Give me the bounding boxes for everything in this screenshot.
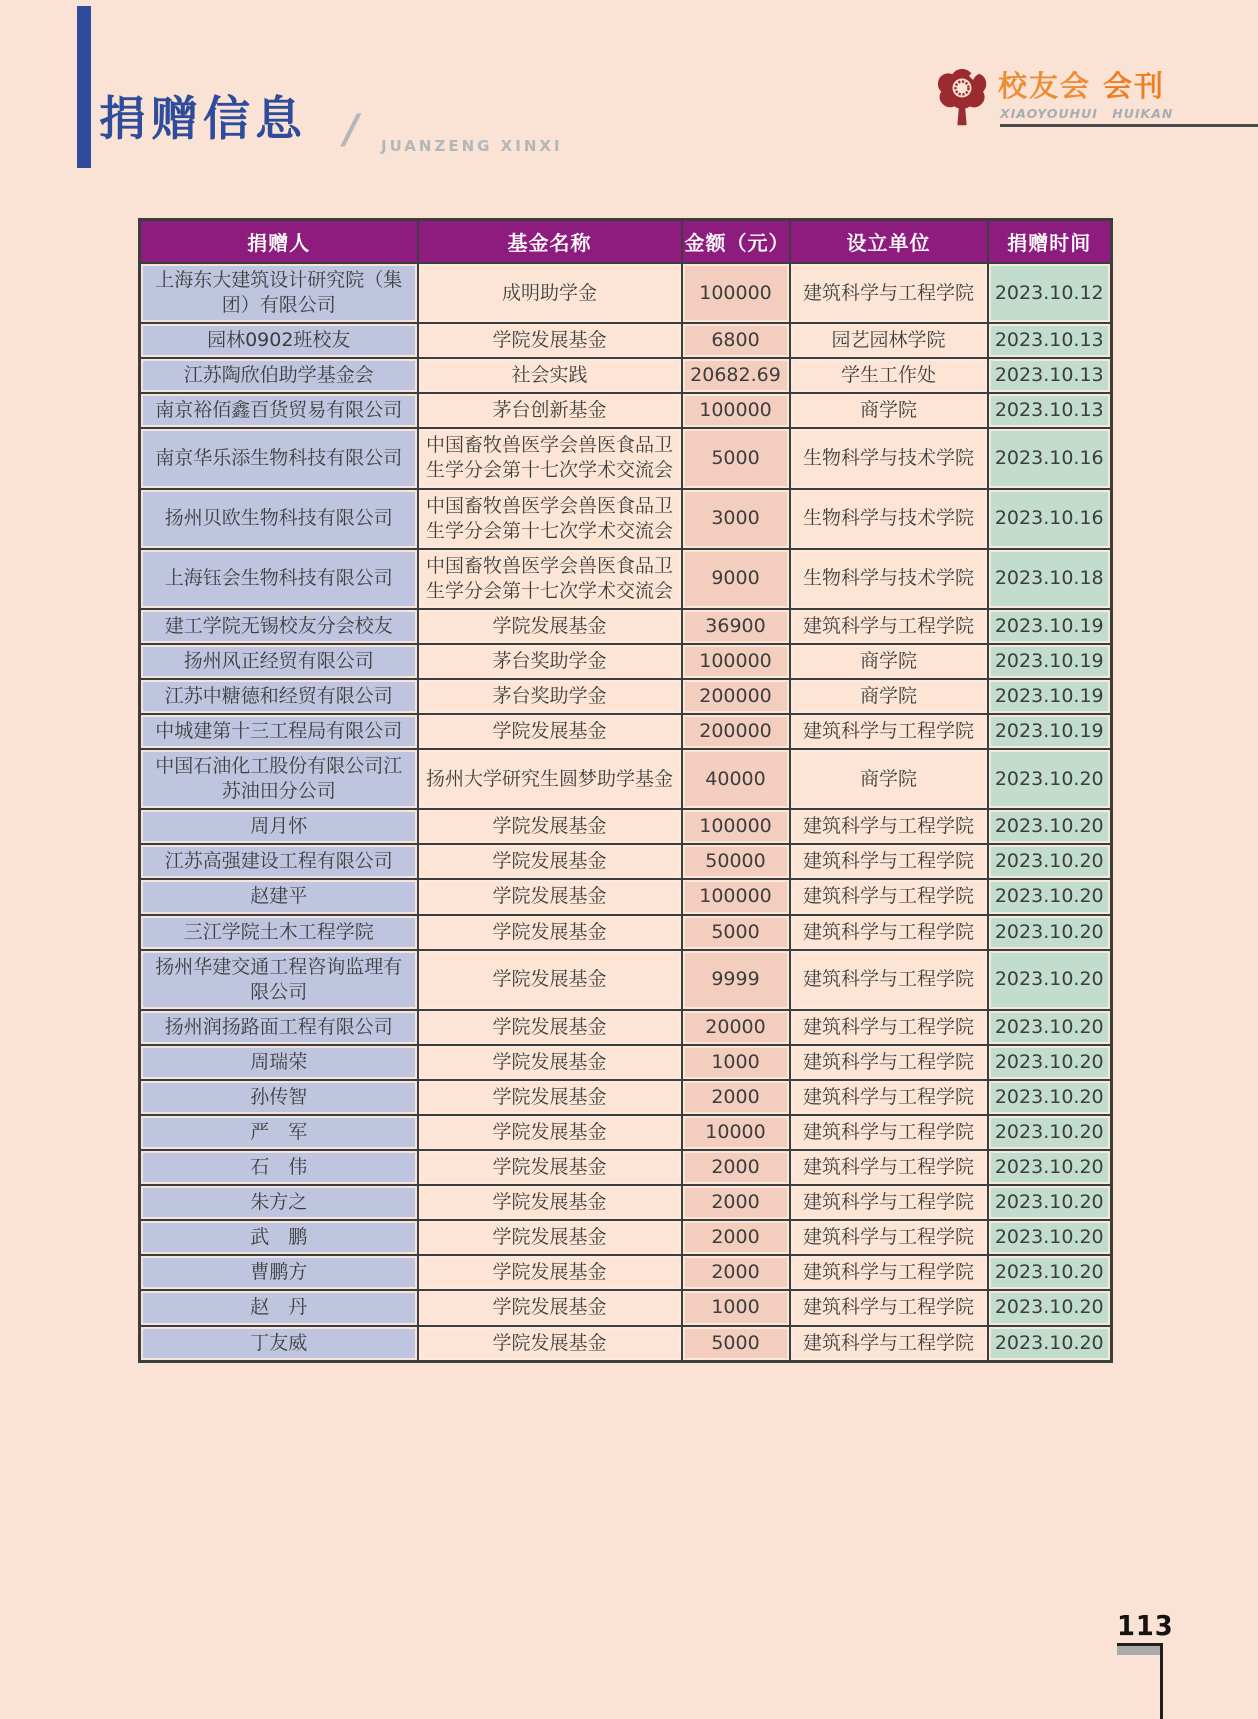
cell-fund: 茅台奖助学金 xyxy=(418,679,682,714)
cell-amount: 100000 xyxy=(682,393,790,428)
cell-amount: 2000 xyxy=(682,1185,790,1220)
cell-donor: 上海钰会生物科技有限公司 xyxy=(140,549,418,609)
table-row xyxy=(140,323,1112,358)
cell-unit: 建筑科学与工程学院 xyxy=(790,1326,988,1362)
cell-amount: 3000 xyxy=(682,489,790,549)
cell-fund: 学院发展基金 xyxy=(418,915,682,950)
cell-unit: 生物科学与技术学院 xyxy=(790,489,988,549)
cell-date: 2023.10.13 xyxy=(988,323,1112,358)
cell-unit: 建筑科学与工程学院 xyxy=(790,950,988,1010)
cell-fund: 学院发展基金 xyxy=(418,1326,682,1362)
cell-date: 2023.10.20 xyxy=(988,844,1112,879)
cell-fund: 学院发展基金 xyxy=(418,809,682,844)
cell-fund: 扬州大学研究生圆梦助学基金 xyxy=(418,749,682,809)
cell-unit: 建筑科学与工程学院 xyxy=(790,1255,988,1290)
table-row xyxy=(140,1185,1112,1220)
donation-table-body xyxy=(140,263,1112,1361)
table-row xyxy=(140,844,1112,879)
table-row xyxy=(140,950,1112,1010)
cell-unit: 建筑科学与工程学院 xyxy=(790,1115,988,1150)
cell-donor: 周月怀 xyxy=(140,809,418,844)
table-row xyxy=(140,1115,1112,1150)
cell-date: 2023.10.16 xyxy=(988,428,1112,488)
table-row xyxy=(140,428,1112,488)
cell-date: 2023.10.20 xyxy=(988,1185,1112,1220)
cell-donor: 中城建第十三工程局有限公司 xyxy=(140,714,418,749)
cell-fund: 学院发展基金 xyxy=(418,950,682,1010)
cell-fund: 学院发展基金 xyxy=(418,1045,682,1080)
cell-unit: 建筑科学与工程学院 xyxy=(790,714,988,749)
cell-amount: 36900 xyxy=(682,609,790,644)
cell-amount: 10000 xyxy=(682,1115,790,1150)
cell-donor: 赵 丹 xyxy=(140,1290,418,1325)
title-accent-bar xyxy=(77,6,91,168)
cell-fund: 学院发展基金 xyxy=(418,1185,682,1220)
table-row xyxy=(140,393,1112,428)
cell-amount: 100000 xyxy=(682,809,790,844)
cell-date: 2023.10.20 xyxy=(988,809,1112,844)
cell-amount: 100000 xyxy=(682,644,790,679)
cell-amount: 5000 xyxy=(682,428,790,488)
cell-date: 2023.10.13 xyxy=(988,393,1112,428)
cell-unit: 生物科学与技术学院 xyxy=(790,549,988,609)
cell-amount: 200000 xyxy=(682,679,790,714)
cell-donor: 园林0902班校友 xyxy=(140,323,418,358)
cell-donor: 扬州风正经贸有限公司 xyxy=(140,644,418,679)
cell-donor: 赵建平 xyxy=(140,879,418,914)
cell-amount: 2000 xyxy=(682,1220,790,1255)
cell-amount: 1000 xyxy=(682,1290,790,1325)
table-row xyxy=(140,549,1112,609)
alumni-emblem-icon xyxy=(936,68,988,126)
cell-amount: 20000 xyxy=(682,1010,790,1045)
cell-unit: 建筑科学与工程学院 xyxy=(790,1185,988,1220)
cell-donor: 丁友威 xyxy=(140,1326,418,1362)
table-row xyxy=(140,1255,1112,1290)
cell-date: 2023.10.20 xyxy=(988,1326,1112,1362)
header-amount: 金额（元） xyxy=(682,220,790,264)
cell-donor: 扬州华建交通工程咨询监理有限公司 xyxy=(140,950,418,1010)
cell-date: 2023.10.13 xyxy=(988,358,1112,393)
cell-fund: 学院发展基金 xyxy=(418,1255,682,1290)
cell-unit: 商学院 xyxy=(790,679,988,714)
table-row xyxy=(140,1045,1112,1080)
cell-fund: 学院发展基金 xyxy=(418,1010,682,1045)
cell-date: 2023.10.20 xyxy=(988,1115,1112,1150)
cell-unit: 建筑科学与工程学院 xyxy=(790,263,988,323)
table-row xyxy=(140,714,1112,749)
cell-date: 2023.10.20 xyxy=(988,1080,1112,1115)
cell-amount: 9000 xyxy=(682,549,790,609)
cell-date: 2023.10.20 xyxy=(988,1255,1112,1290)
table-row xyxy=(140,679,1112,714)
title-separator: / xyxy=(344,107,359,153)
cell-date: 2023.10.18 xyxy=(988,549,1112,609)
cell-amount: 9999 xyxy=(682,950,790,1010)
cell-donor: 武 鹏 xyxy=(140,1220,418,1255)
cell-fund: 学院发展基金 xyxy=(418,714,682,749)
table-row xyxy=(140,1290,1112,1325)
cell-amount: 2000 xyxy=(682,1080,790,1115)
cell-donor: 扬州贝欧生物科技有限公司 xyxy=(140,489,418,549)
cell-date: 2023.10.20 xyxy=(988,879,1112,914)
table-header-row xyxy=(140,220,1112,264)
masthead-rule xyxy=(1000,124,1258,127)
header-donor: 捐赠人 xyxy=(140,220,418,264)
cell-fund: 社会实践 xyxy=(418,358,682,393)
cell-fund: 中国畜牧兽医学会兽医食品卫生学分会第十七次学术交流会 xyxy=(418,428,682,488)
cell-unit: 建筑科学与工程学院 xyxy=(790,1045,988,1080)
cell-amount: 5000 xyxy=(682,1326,790,1362)
header-unit: 设立单位 xyxy=(790,220,988,264)
cell-date: 2023.10.19 xyxy=(988,679,1112,714)
cell-donor: 建工学院无锡校友分会校友 xyxy=(140,609,418,644)
cell-unit: 建筑科学与工程学院 xyxy=(790,915,988,950)
brand-title xyxy=(998,69,1166,103)
cell-donor: 曹鹏方 xyxy=(140,1255,418,1290)
cell-fund: 中国畜牧兽医学会兽医食品卫生学分会第十七次学术交流会 xyxy=(418,489,682,549)
cell-amount: 5000 xyxy=(682,915,790,950)
cell-unit: 建筑科学与工程学院 xyxy=(790,1220,988,1255)
cell-fund: 中国畜牧兽医学会兽医食品卫生学分会第十七次学术交流会 xyxy=(418,549,682,609)
page-number-bar xyxy=(1117,1643,1163,1655)
cell-date: 2023.10.16 xyxy=(988,489,1112,549)
cell-fund: 学院发展基金 xyxy=(418,1115,682,1150)
header-fund: 基金名称 xyxy=(418,220,682,264)
cell-date: 2023.10.20 xyxy=(988,1290,1112,1325)
cell-amount: 200000 xyxy=(682,714,790,749)
cell-amount: 2000 xyxy=(682,1150,790,1185)
cell-amount: 100000 xyxy=(682,879,790,914)
cell-amount: 1000 xyxy=(682,1045,790,1080)
page-title-pinyin: JUANZENG XINXI xyxy=(381,137,563,155)
brand-pinyin: XIAOYOUHUI HUIKAN xyxy=(1000,106,1174,121)
cell-amount: 50000 xyxy=(682,844,790,879)
table-row xyxy=(140,1220,1112,1255)
cell-unit: 建筑科学与工程学院 xyxy=(790,1010,988,1045)
cell-unit: 建筑科学与工程学院 xyxy=(790,809,988,844)
table-row xyxy=(140,809,1112,844)
cell-date: 2023.10.19 xyxy=(988,644,1112,679)
cell-date: 2023.10.12 xyxy=(988,263,1112,323)
table-row xyxy=(140,1150,1112,1185)
cell-donor: 中国石油化工股份有限公司江苏油田分公司 xyxy=(140,749,418,809)
page-title: 捐赠信息 xyxy=(99,92,307,147)
cell-fund: 学院发展基金 xyxy=(418,323,682,358)
cell-fund: 学院发展基金 xyxy=(418,1080,682,1115)
cell-unit: 商学院 xyxy=(790,393,988,428)
cell-fund: 学院发展基金 xyxy=(418,1220,682,1255)
cell-unit: 园艺园林学院 xyxy=(790,323,988,358)
cell-fund: 茅台奖助学金 xyxy=(418,644,682,679)
cell-donor: 南京华乐添生物科技有限公司 xyxy=(140,428,418,488)
page-number: 113 xyxy=(1117,1609,1174,1642)
cell-unit: 建筑科学与工程学院 xyxy=(790,1150,988,1185)
cell-unit: 建筑科学与工程学院 xyxy=(790,1080,988,1115)
cell-date: 2023.10.20 xyxy=(988,1150,1112,1185)
cell-unit: 学生工作处 xyxy=(790,358,988,393)
table-row xyxy=(140,644,1112,679)
cell-donor: 扬州润扬路面工程有限公司 xyxy=(140,1010,418,1045)
cell-date: 2023.10.20 xyxy=(988,749,1112,809)
cell-donor: 严 军 xyxy=(140,1115,418,1150)
header-date: 捐赠时间 xyxy=(988,220,1112,264)
cell-amount: 40000 xyxy=(682,749,790,809)
cell-donor: 南京裕佰鑫百货贸易有限公司 xyxy=(140,393,418,428)
table-row xyxy=(140,879,1112,914)
table-row xyxy=(140,489,1112,549)
cell-donor: 江苏中糖德和经贸有限公司 xyxy=(140,679,418,714)
cell-donor: 周瑞荣 xyxy=(140,1045,418,1080)
table-row xyxy=(140,1080,1112,1115)
cell-donor: 江苏高强建设工程有限公司 xyxy=(140,844,418,879)
cell-fund: 成明助学金 xyxy=(418,263,682,323)
table-row xyxy=(140,915,1112,950)
cell-amount: 6800 xyxy=(682,323,790,358)
cell-unit: 商学院 xyxy=(790,749,988,809)
table-row xyxy=(140,1326,1112,1362)
cell-date: 2023.10.20 xyxy=(988,1045,1112,1080)
cell-donor: 石 伟 xyxy=(140,1150,418,1185)
cell-unit: 生物科学与技术学院 xyxy=(790,428,988,488)
cell-amount: 100000 xyxy=(682,263,790,323)
donation-table xyxy=(138,218,1113,1363)
cell-unit: 商学院 xyxy=(790,644,988,679)
table-row xyxy=(140,749,1112,809)
cell-donor: 江苏陶欣伯助学基金会 xyxy=(140,358,418,393)
brand-secondary: 会刊 xyxy=(1103,69,1166,103)
cell-unit: 建筑科学与工程学院 xyxy=(790,609,988,644)
brand-primary: 校友会 xyxy=(998,69,1092,103)
page-number-line xyxy=(1160,1643,1163,1719)
table-row xyxy=(140,263,1112,323)
cell-fund: 学院发展基金 xyxy=(418,1290,682,1325)
cell-date: 2023.10.20 xyxy=(988,950,1112,1010)
cell-fund: 学院发展基金 xyxy=(418,844,682,879)
cell-donor: 朱方之 xyxy=(140,1185,418,1220)
cell-date: 2023.10.20 xyxy=(988,1010,1112,1045)
cell-date: 2023.10.20 xyxy=(988,1220,1112,1255)
table-row xyxy=(140,358,1112,393)
cell-date: 2023.10.19 xyxy=(988,714,1112,749)
cell-fund: 学院发展基金 xyxy=(418,609,682,644)
cell-fund: 学院发展基金 xyxy=(418,1150,682,1185)
cell-fund: 学院发展基金 xyxy=(418,879,682,914)
cell-date: 2023.10.20 xyxy=(988,915,1112,950)
cell-unit: 建筑科学与工程学院 xyxy=(790,1290,988,1325)
cell-donor: 三江学院土木工程学院 xyxy=(140,915,418,950)
cell-amount: 2000 xyxy=(682,1255,790,1290)
cell-donor: 孙传智 xyxy=(140,1080,418,1115)
table-row xyxy=(140,1010,1112,1045)
cell-fund: 茅台创新基金 xyxy=(418,393,682,428)
cell-unit: 建筑科学与工程学院 xyxy=(790,844,988,879)
cell-donor: 上海东大建筑设计研究院（集团）有限公司 xyxy=(140,263,418,323)
table-row xyxy=(140,609,1112,644)
cell-date: 2023.10.19 xyxy=(988,609,1112,644)
cell-unit: 建筑科学与工程学院 xyxy=(790,879,988,914)
cell-amount: 20682.69 xyxy=(682,358,790,393)
